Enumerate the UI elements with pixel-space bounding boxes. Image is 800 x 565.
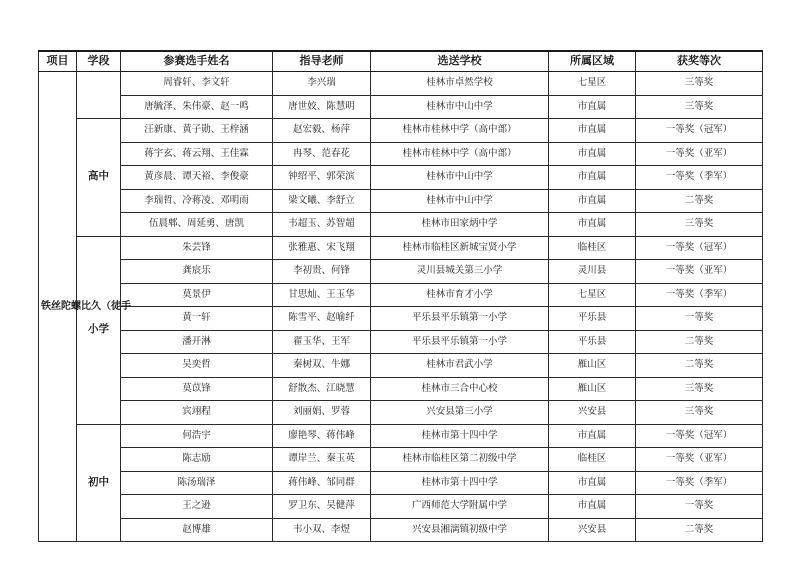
table-row bbox=[39, 166, 763, 190]
teacher-names: 韦小双、李煜 bbox=[273, 518, 371, 542]
table-row bbox=[39, 471, 763, 495]
teacher-names: 韦超玉、苏智超 bbox=[273, 213, 371, 237]
school-name: 桂林市第十四中学 bbox=[371, 424, 549, 448]
table-row bbox=[39, 377, 763, 401]
header-award: 获奖等次 bbox=[636, 51, 763, 72]
table-row bbox=[39, 189, 763, 213]
contestant-names: 陈汤瑞泽 bbox=[121, 471, 273, 495]
contestant-names: 莫苡锋 bbox=[121, 377, 273, 401]
region-name: 兴安县 bbox=[549, 401, 636, 425]
award-level: 一等奖（亚军） bbox=[636, 260, 763, 284]
teacher-names: 翟玉华、王军 bbox=[273, 330, 371, 354]
contestant-names: 黄彦晨、谭天裕、李俊豪 bbox=[121, 166, 273, 190]
contestant-names: 李瑞哲、冷蒋凌、邓明雨 bbox=[121, 189, 273, 213]
table-row bbox=[39, 448, 763, 472]
header-region: 所属区域 bbox=[549, 51, 636, 72]
teacher-names: 秦树双、牛娜 bbox=[273, 354, 371, 378]
award-level: 一等奖（亚军） bbox=[636, 142, 763, 166]
contestant-names: 汪新康、黄子勋、王梓涵 bbox=[121, 119, 273, 143]
region-name: 兴安县 bbox=[549, 518, 636, 542]
teacher-names: 刘丽娟、罗蓉 bbox=[273, 401, 371, 425]
award-level: 一等奖（季军） bbox=[636, 166, 763, 190]
region-name: 市直属 bbox=[549, 424, 636, 448]
region-name: 临桂区 bbox=[549, 448, 636, 472]
award-level: 二等奖 bbox=[636, 330, 763, 354]
contestant-names: 赵博雄 bbox=[121, 518, 273, 542]
school-name: 桂林市桂林中学（高中部） bbox=[371, 119, 549, 143]
school-name: 平乐县平乐镇第一小学 bbox=[371, 307, 549, 331]
school-name: 桂林市中山中学 bbox=[371, 95, 549, 119]
region-name: 市直属 bbox=[549, 119, 636, 143]
award-level: 二等奖 bbox=[636, 189, 763, 213]
region-name: 市直属 bbox=[549, 189, 636, 213]
award-level: 一等奖（冠军） bbox=[636, 119, 763, 143]
table-row bbox=[39, 518, 763, 542]
table-row bbox=[39, 72, 763, 96]
school-name: 广西师范大学附属中学 bbox=[371, 495, 549, 519]
region-name: 市直属 bbox=[549, 471, 636, 495]
teacher-names: 唐世姣、陈慧明 bbox=[273, 95, 371, 119]
header-school: 选送学校 bbox=[371, 51, 549, 72]
contestant-names: 龚宸乐 bbox=[121, 260, 273, 284]
contestant-names: 潘开淋 bbox=[121, 330, 273, 354]
teacher-names: 冉琴、范春花 bbox=[273, 142, 371, 166]
teacher-names: 张雅惠、宋飞翔 bbox=[273, 236, 371, 260]
region-name: 平乐县 bbox=[549, 307, 636, 331]
table-row bbox=[39, 495, 763, 519]
stage-cell: 初中 bbox=[77, 424, 121, 542]
contestant-names: 吴奕哲 bbox=[121, 354, 273, 378]
school-name: 桂林市田家炳中学 bbox=[371, 213, 549, 237]
teacher-names: 甘思灿、王玉华 bbox=[273, 283, 371, 307]
school-name: 桂林市三合中心校 bbox=[371, 377, 549, 401]
school-name: 兴安县湘漓镇初级中学 bbox=[371, 518, 549, 542]
table-row bbox=[39, 260, 763, 284]
table-row bbox=[39, 330, 763, 354]
header-teachers: 指导老师 bbox=[273, 51, 371, 72]
school-name: 桂林市中山中学 bbox=[371, 166, 549, 190]
table-row bbox=[39, 142, 763, 166]
table-row bbox=[39, 424, 763, 448]
school-name: 桂林市临桂区第二初级中学 bbox=[371, 448, 549, 472]
table-row bbox=[39, 401, 763, 425]
header-project: 项目 bbox=[39, 51, 77, 72]
award-level: 三等奖 bbox=[636, 377, 763, 401]
teacher-names: 梁文曦、李舒立 bbox=[273, 189, 371, 213]
award-level: 三等奖 bbox=[636, 95, 763, 119]
award-level: 一等奖（季军） bbox=[636, 283, 763, 307]
award-level: 一等奖（冠军） bbox=[636, 236, 763, 260]
contestant-names: 王之逊 bbox=[121, 495, 273, 519]
teacher-names: 陈雪平、赵喻纤 bbox=[273, 307, 371, 331]
project-label: 铁丝陀螺比久（徒手 bbox=[41, 301, 131, 312]
stage-cell: 小学 bbox=[77, 236, 121, 424]
teacher-names: 舒散杰、江晓慧 bbox=[273, 377, 371, 401]
teacher-names: 蒋伟峰、邹同群 bbox=[273, 471, 371, 495]
region-name: 临桂区 bbox=[549, 236, 636, 260]
award-level: 一等奖（季军） bbox=[636, 471, 763, 495]
header-names: 参赛选手姓名 bbox=[121, 51, 273, 72]
table-header bbox=[39, 51, 763, 72]
school-name: 兴安县第三小学 bbox=[371, 401, 549, 425]
table-row bbox=[39, 236, 763, 260]
teacher-names: 李初贵、何锋 bbox=[273, 260, 371, 284]
school-name: 桂林市卓然学校 bbox=[371, 72, 549, 96]
table-row bbox=[39, 283, 763, 307]
contestant-names: 陈志励 bbox=[121, 448, 273, 472]
header-row bbox=[39, 51, 763, 72]
school-name: 灵川县城关第三小学 bbox=[371, 260, 549, 284]
table-row bbox=[39, 307, 763, 331]
school-name: 桂林市君武小学 bbox=[371, 354, 549, 378]
award-level: 二等奖 bbox=[636, 354, 763, 378]
award-level: 三等奖 bbox=[636, 213, 763, 237]
stage-cell bbox=[77, 72, 121, 119]
teacher-names: 钟绍平、郭荣滨 bbox=[273, 166, 371, 190]
region-name: 市直属 bbox=[549, 95, 636, 119]
contestant-names: 宾翊程 bbox=[121, 401, 273, 425]
region-name: 灵川县 bbox=[549, 260, 636, 284]
school-name: 桂林市育才小学 bbox=[371, 283, 549, 307]
stage-cell: 高中 bbox=[77, 119, 121, 237]
region-name: 平乐县 bbox=[549, 330, 636, 354]
table-row bbox=[39, 213, 763, 237]
award-level: 一等奖 bbox=[636, 495, 763, 519]
school-name: 桂林市临桂区新城宝贤小学 bbox=[371, 236, 549, 260]
contestant-names: 周睿轩、李文轩 bbox=[121, 72, 273, 96]
school-name: 桂林市中山中学 bbox=[371, 189, 549, 213]
contestant-names: 莫景伊 bbox=[121, 283, 273, 307]
award-level: 三等奖 bbox=[636, 401, 763, 425]
award-level: 一等奖（冠军） bbox=[636, 424, 763, 448]
contestant-names: 蒋宇玄、蒋云翔、王佳霖 bbox=[121, 142, 273, 166]
teacher-names: 李兴瑞 bbox=[273, 72, 371, 96]
school-name: 桂林市桂林中学（高中部） bbox=[371, 142, 549, 166]
award-level: 三等奖 bbox=[636, 72, 763, 96]
region-name: 市直属 bbox=[549, 213, 636, 237]
teacher-names: 廖艳琴、蒋伟峰 bbox=[273, 424, 371, 448]
teacher-names: 谭岸兰、秦玉英 bbox=[273, 448, 371, 472]
school-name: 平乐县平乐镇第一小学 bbox=[371, 330, 549, 354]
region-name: 市直属 bbox=[549, 142, 636, 166]
header-stage: 学段 bbox=[77, 51, 121, 72]
school-name: 桂林市第十四中学 bbox=[371, 471, 549, 495]
teacher-names: 赵宏毅、杨萍 bbox=[273, 119, 371, 143]
contestant-names: 伍晨郫、周延勇、唐凯 bbox=[121, 213, 273, 237]
contestant-names: 唐毓泽、朱伟豪、赵一鸣 bbox=[121, 95, 273, 119]
table-row bbox=[39, 354, 763, 378]
region-name: 市直属 bbox=[549, 495, 636, 519]
award-level: 一等奖（亚军） bbox=[636, 448, 763, 472]
contestant-names: 何浩宇 bbox=[121, 424, 273, 448]
contestant-names: 朱芸锋 bbox=[121, 236, 273, 260]
award-level: 二等奖 bbox=[636, 518, 763, 542]
award-level: 一等奖 bbox=[636, 307, 763, 331]
region-name: 市直属 bbox=[549, 166, 636, 190]
region-name: 七星区 bbox=[549, 283, 636, 307]
contestant-names: 黄一轩 bbox=[121, 307, 273, 331]
region-name: 雁山区 bbox=[549, 354, 636, 378]
table-row bbox=[39, 95, 763, 119]
table-row bbox=[39, 119, 763, 143]
table-body bbox=[39, 72, 763, 542]
region-name: 雁山区 bbox=[549, 377, 636, 401]
results-table bbox=[38, 50, 763, 542]
region-name: 七星区 bbox=[549, 72, 636, 96]
teacher-names: 罗卫东、吴健萍 bbox=[273, 495, 371, 519]
